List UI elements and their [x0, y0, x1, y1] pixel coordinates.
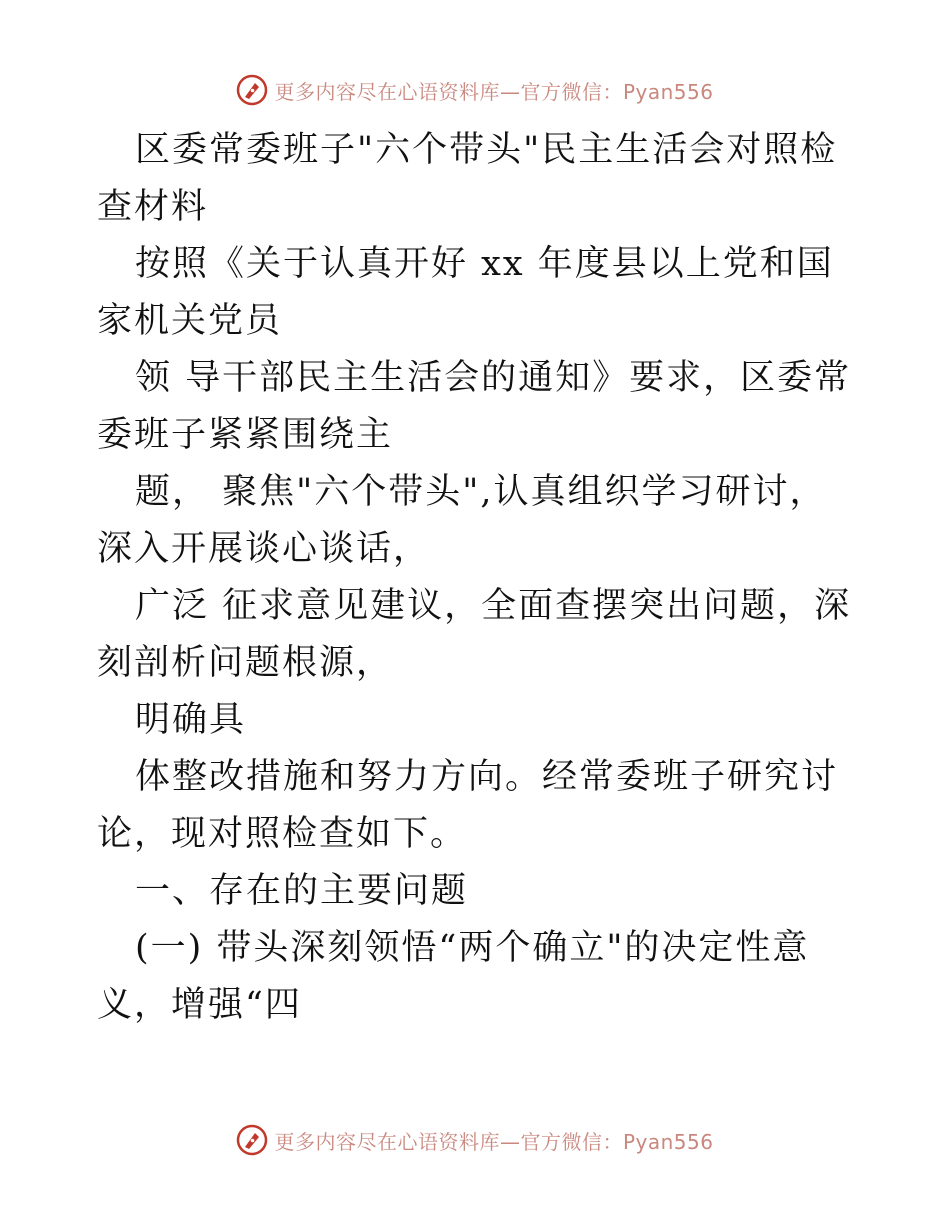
document-title: 区委常委班子"六个带头"民主生活会对照检查材料 [97, 130, 838, 227]
paragraph: 明确具 [135, 700, 247, 740]
header-watermark-text: 更多内容尽在心语资料库—官方微信：Pyan556 [274, 79, 714, 104]
footer-watermark-banner [0, 1118, 950, 1162]
document-body [97, 122, 857, 1034]
header-watermark-banner [0, 68, 950, 112]
footer-watermark-text: 更多内容尽在心语资料库—官方微信：Pyan556 [274, 1129, 714, 1154]
pen-nib-logo-icon [236, 1124, 268, 1156]
paragraph: 体整改措施和努力方向。经常委班子研究讨论，现对照检查如下。 [97, 757, 839, 854]
subsection-heading: (一) 带头深刻领悟“两个确立"的决定性意义，增强“四 [97, 928, 810, 1025]
paragraph: 领 导干部民主生活会的通知》要求，区委常委班子紧紧围绕主 [97, 358, 852, 455]
paragraph: 题， 聚焦"六个带头",认真组织学习研讨，深入开展谈心谈话， [97, 472, 827, 569]
section-heading: 一、存在的主要问题 [135, 871, 469, 911]
paragraph: 按照《关于认真开好 xx 年度县以上党和国家机关党员 [97, 244, 834, 341]
paragraph: 广泛 征求意见建议，全面查摆突出问题，深刻剖析问题根源， [97, 586, 852, 683]
pen-nib-logo-icon [236, 74, 268, 106]
